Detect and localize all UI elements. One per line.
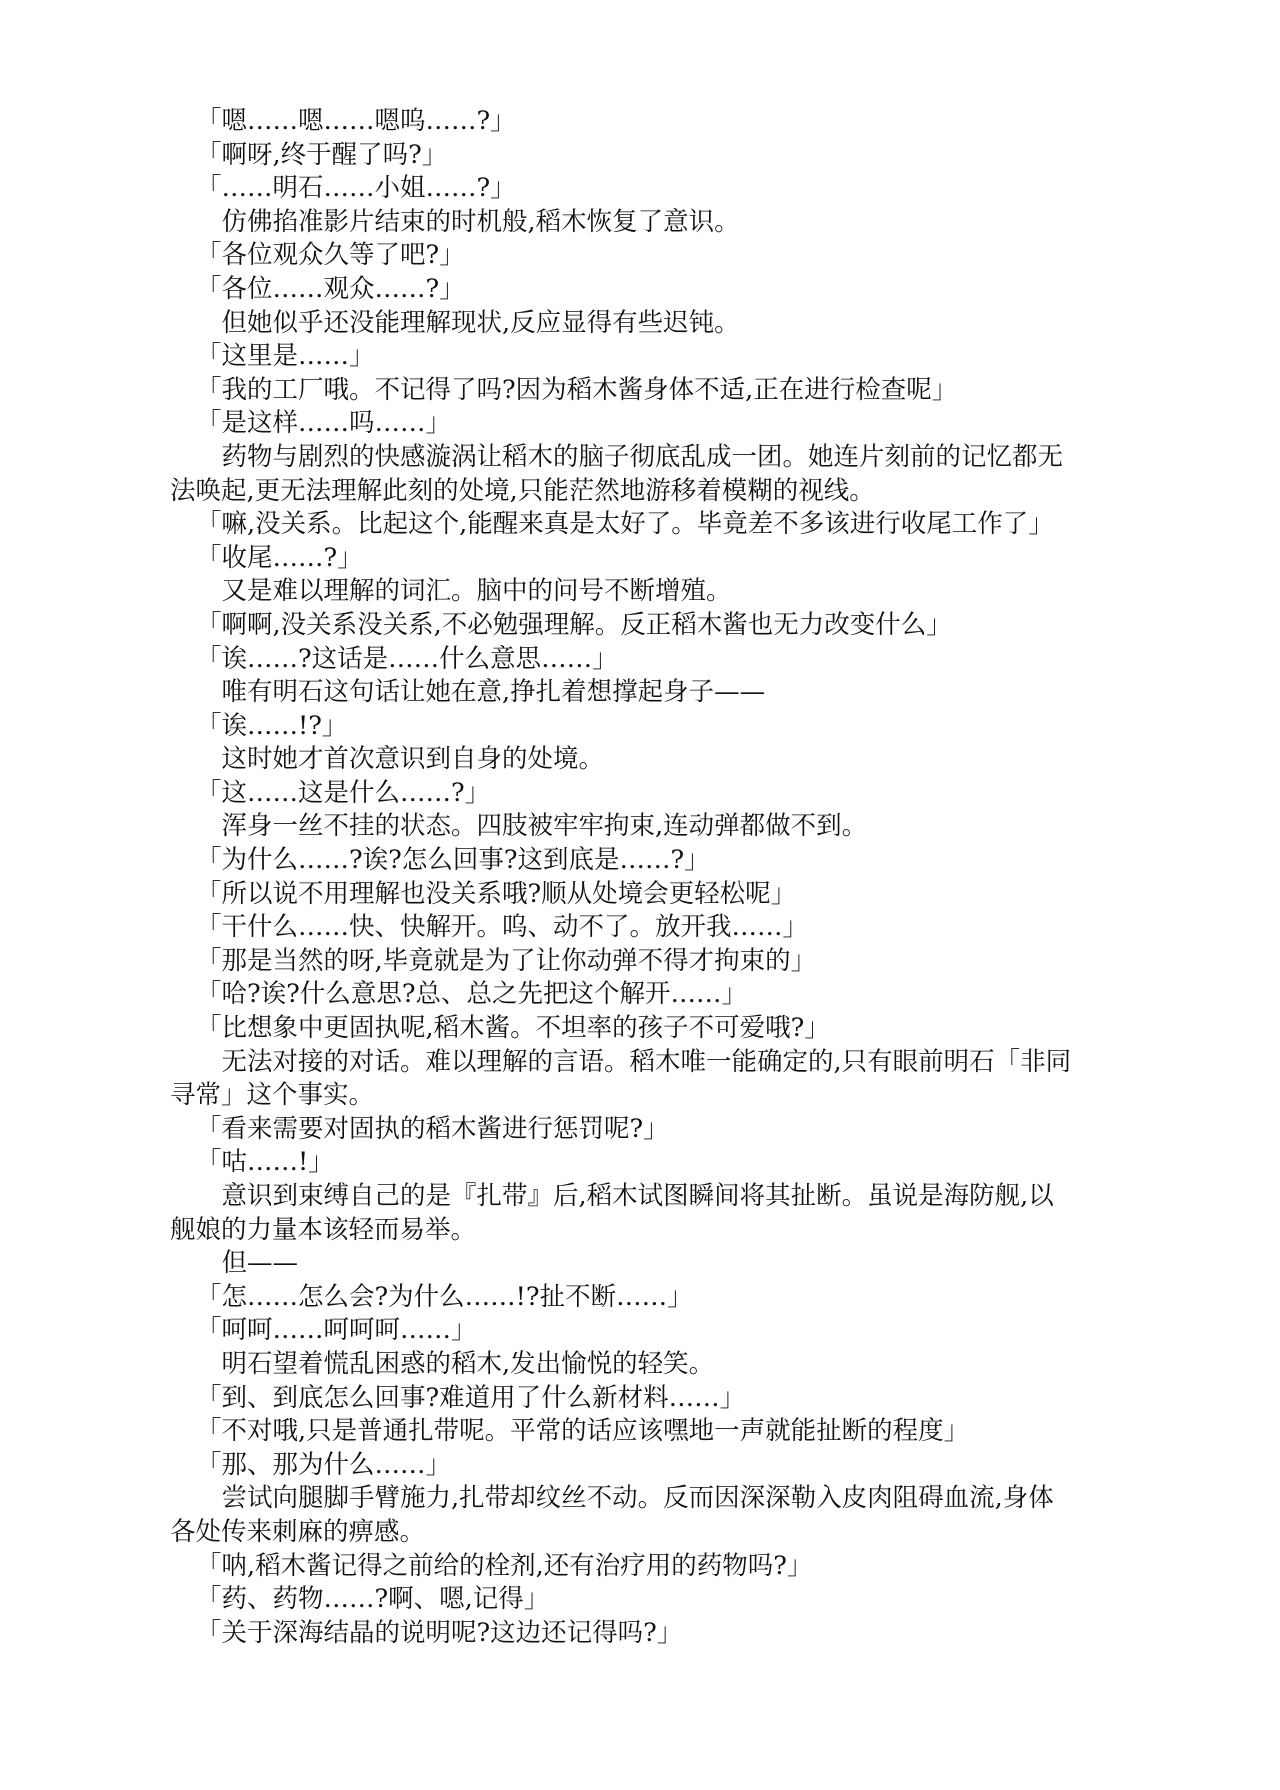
- text-line: 「到、到底怎么回事?难道用了什么新材料……」: [196, 1382, 746, 1413]
- text-line: 「所以说不用理解也没关系哦?顺从处境会更轻松呢」: [196, 878, 797, 909]
- document-page: [170, 105, 1131, 1650]
- text-line: 但——: [221, 1248, 299, 1279]
- text-line: 药物与剧烈的快感漩涡让稻木的脑子彻底乱成一团。她连片刻前的记忆都无: [221, 441, 1064, 472]
- text-line: 「我的工厂哦。不记得了吗?因为稻木酱身体不适,正在进行检查呢」: [196, 374, 958, 405]
- text-line: 各处传来刺麻的痹感。: [170, 1516, 426, 1547]
- text-line: 「不对哦,只是普通扎带呢。平常的话应该嘿地一声就能扯断的程度」: [196, 1416, 970, 1447]
- text-line: 唯有明石这句话让她在意,挣扎着想撑起身子——: [221, 677, 766, 708]
- text-line: 「嘛,没关系。比起这个,能醒来真是太好了。毕竟差不多该进行收尾工作了」: [196, 509, 1054, 540]
- text-line: 「这……这是什么……?」: [196, 777, 491, 808]
- text-line: 「各位观众久等了吧?」: [196, 240, 465, 271]
- text-line: 尝试向腿脚手臂施力,扎带却纹丝不动。反而因深深勒入皮肉阻碍血流,身体: [221, 1483, 1054, 1514]
- text-line: 舰娘的力量本该轻而易举。: [170, 1214, 477, 1245]
- text-line: 「怎……怎么会?为什么……!?扯不断……」: [196, 1281, 693, 1312]
- text-line: 「收尾……?」: [196, 542, 363, 573]
- text-line: 「看来需要对固执的稻木酱进行惩罚呢?」: [196, 1113, 669, 1144]
- text-line: 「各位……观众……?」: [196, 273, 465, 304]
- text-line: 「呐,稻木酱记得之前给的栓剂,还有治疗用的药物吗?」: [196, 1550, 813, 1581]
- text-line: 「嗯……嗯……嗯呜……?」: [196, 106, 516, 136]
- text-line: 「干什么……快、快解开。呜、动不了。放开我……」: [196, 912, 809, 943]
- text-line: 「咕……!」: [196, 1147, 334, 1178]
- text-line: 「那、那为什么……」: [196, 1449, 452, 1480]
- text-line: 「呵呵……呵呵呵……」: [196, 1315, 477, 1346]
- text-line: 意识到束缚自己的是『扎带』后,稻木试图瞬间将其扯断。虽说是海防舰,以: [221, 1181, 1054, 1211]
- text-line: 「诶……?这话是……什么意思……」: [196, 643, 618, 674]
- text-line: 「这里是……」: [196, 341, 375, 372]
- text-line: 浑身一丝不挂的状态。四肢被牢牢拘束,连动弹都做不到。: [221, 811, 868, 842]
- text-line: 「为什么……?诶?怎么回事?这到底是……?」: [196, 845, 710, 876]
- text-line: 法唤起,更无法理解此刻的处境,只能茫然地游移着模糊的视线。: [170, 475, 875, 506]
- text-line: 无法对接的对话。难以理解的言语。稻木唯一能确定的,只有眼前明石「非同: [221, 1046, 1072, 1077]
- text-line: 「……明石……小姐……?」: [196, 173, 516, 204]
- text-line: 这时她才首次意识到自身的处境。: [221, 744, 605, 775]
- text-line: 「那是当然的呀,毕竟就是为了让你动弹不得才拘束的」: [196, 945, 817, 976]
- text-line: 仿佛掐准影片结束的时机般,稻木恢复了意识。: [221, 206, 740, 237]
- text-line: 「关于深海结晶的说明呢?这边还记得吗?」: [196, 1617, 683, 1648]
- text-line: 又是难以理解的词汇。脑中的问号不断增殖。: [221, 576, 732, 607]
- text-line: 「诶……!?」: [196, 710, 348, 741]
- text-line: 寻常」这个事实。: [170, 1080, 375, 1111]
- text-line: 「啊啊,没关系没关系,不必勉强理解。反正稻木酱也无力改变什么」: [196, 609, 952, 640]
- text-line: 「哈?诶?什么意思?总、总之先把这个解开……」: [196, 979, 748, 1010]
- text-line: 「啊呀,终于醒了吗?」: [196, 139, 448, 170]
- text-line: 「是这样……吗……」: [196, 408, 452, 439]
- text-line: 明石望着慌乱困惑的稻木,发出愉悦的轻笑。: [221, 1348, 715, 1379]
- text-line: 「比想象中更固执呢,稻木酱。不坦率的孩子不可爱哦?」: [196, 1013, 830, 1044]
- text-line: 但她似乎还没能理解现状,反应显得有些迟钝。: [221, 307, 740, 338]
- text-line: 「药、药物……?啊、嗯,记得」: [196, 1584, 550, 1615]
